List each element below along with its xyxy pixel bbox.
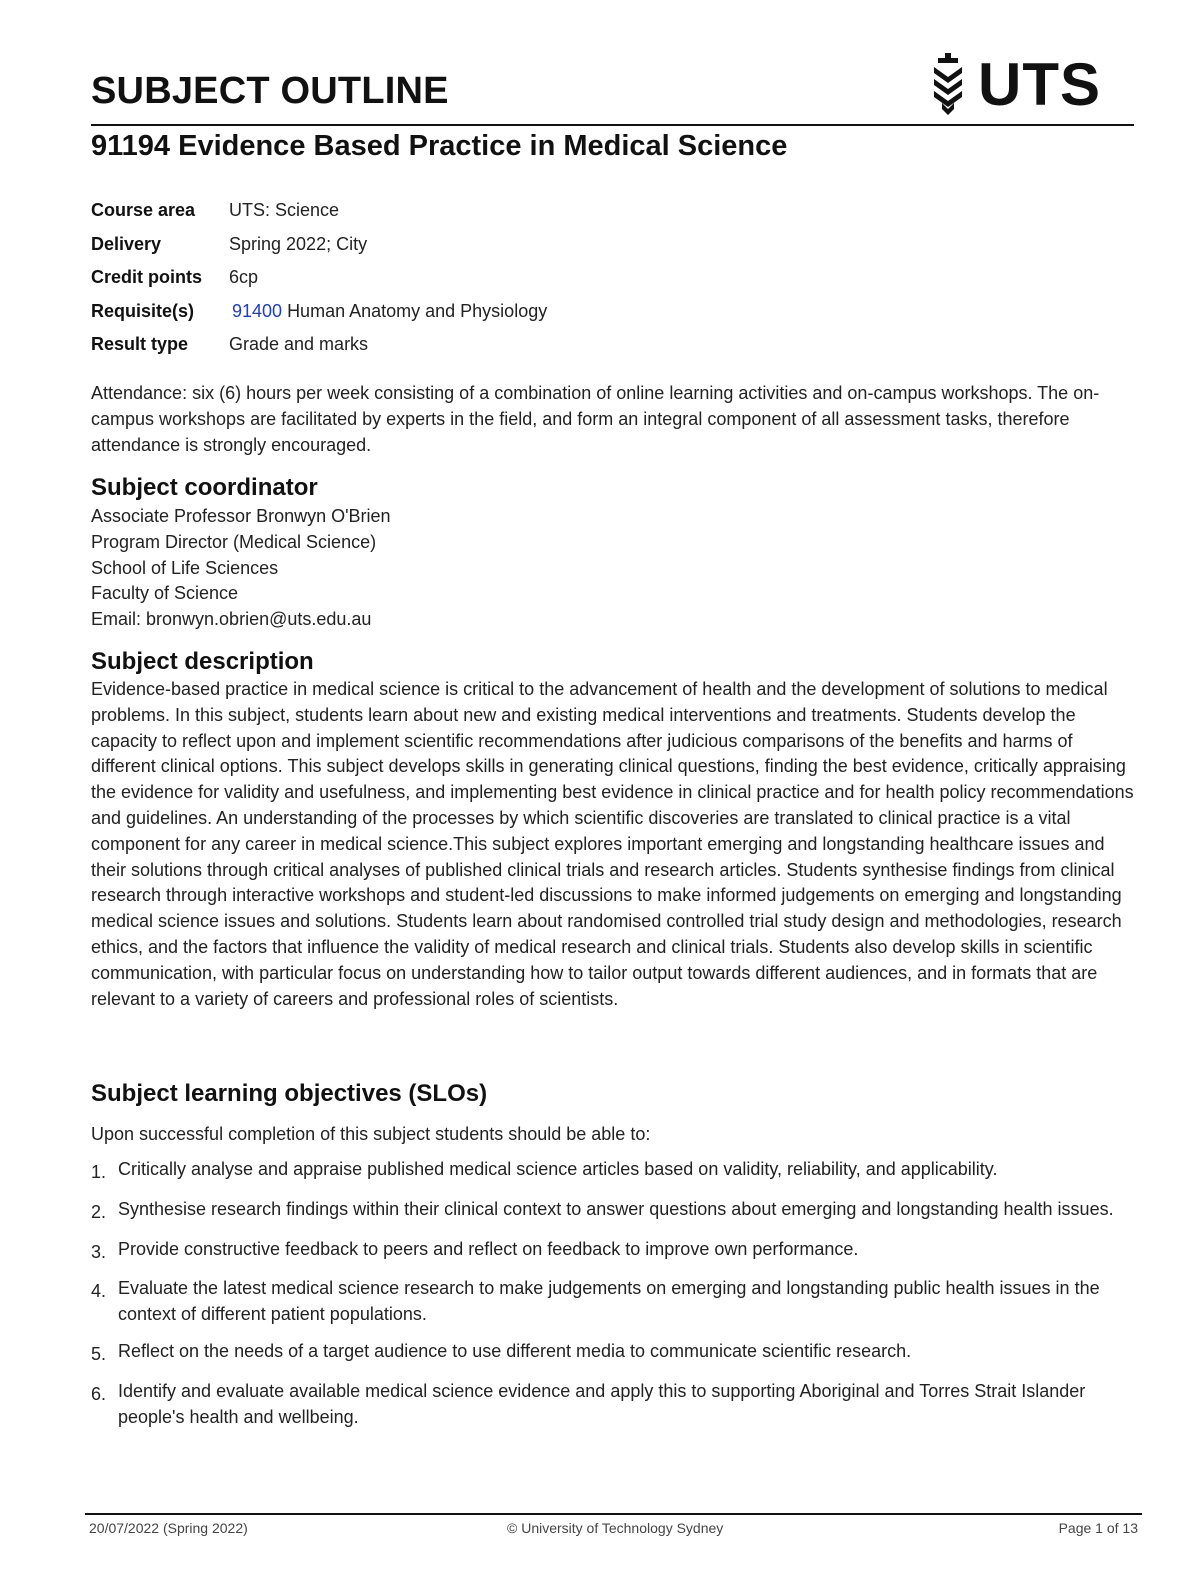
slo-text: Provide constructive feedback to peers and reflect on feedback to improve own performance.: [118, 1238, 859, 1259]
list-item: [91, 1197, 1136, 1226]
meta-value: 6cp: [229, 267, 259, 288]
meta-row-requisites: [91, 295, 547, 329]
meta-value: [229, 301, 547, 322]
footer-divider: [85, 1513, 1142, 1515]
meta-label: Requisite(s): [91, 300, 195, 321]
requisite-link[interactable]: 91400: [232, 300, 283, 321]
list-item: [91, 1379, 1136, 1431]
slo-text: Reflect on the needs of a target audience to use different media to communicate scientific research.: [118, 1340, 912, 1361]
meta-label: Result type: [91, 334, 189, 355]
slo-number: 1.: [91, 1162, 107, 1182]
meta-row-credit-points: [91, 261, 547, 295]
meta-row-delivery: [91, 228, 547, 262]
slo-number: 5.: [91, 1343, 107, 1364]
meta-label: Credit points: [91, 267, 202, 288]
meta-row-course-area: [91, 194, 547, 228]
slo-number: 2.: [91, 1201, 107, 1222]
coordinator-school: School of Life Sciences: [91, 557, 279, 578]
coordinator-faculty: Faculty of Science: [91, 583, 239, 604]
coordinator-heading: Subject coordinator: [91, 474, 318, 501]
slo-text: Critically analyse and appraise published medical science articles based on validity, reliability, and applicability.: [118, 1159, 998, 1179]
requisite-name: Human Anatomy and Physiology: [287, 300, 548, 321]
uts-logo-text: UTS: [978, 51, 1101, 118]
document-type-heading: SUBJECT OUTLINE: [91, 70, 449, 112]
list-item: [91, 1339, 1136, 1368]
slo-text: Evaluate the latest medical science research to make judgements on emerging and longstanding public health issues in the context of different patient populations.: [118, 1278, 1100, 1325]
meta-row-result-type: [91, 328, 547, 362]
page-header: [91, 51, 1134, 126]
slo-text: Identify and evaluate available medical science evidence and apply this to supporting Aboriginal and Torres Strait Islander people's health and wellbeing.: [118, 1380, 1086, 1427]
meta-value: UTS: Science: [229, 200, 340, 221]
slo-number: 6.: [91, 1383, 107, 1404]
slo-list: [91, 1157, 1136, 1441]
meta-value: Grade and marks: [229, 334, 369, 355]
slo-number: 3.: [91, 1241, 107, 1262]
meta-value: Spring 2022; City: [229, 233, 368, 254]
description-paragraph: Evidence-based practice in medical science is critical to the advancement of health and the development of solutions to medical problems. In this subject, students learn about new and existing medical interventions and treatments. Students develop the capacity to reflect upon and implement scientific recommendations after judicious comparisons of the benefits and harms of different clinical options. This subject develops skills in generating clinical questions, finding the best evidence, critically appraising the evidence for validity and usefulness, and implementing best evidence in clinical practice and for health policy recommendations and guidelines. An understanding of the processes by which scientific discoveries are translated to clinical practice is a vital component for any career in medical science.This subject explores important emerging and longstanding healthcare issues and their solutions through critical analyses of published clinical trials and research articles. Students synthesise findings from clinical research through interactive workshops and student-led discussions to make informed judgements on emerging and longstanding medical science issues and solutions. Students learn about randomised controlled trial study design and methodologies, research ethics, and the factors that influence the validity of medical research and clinical trials. Students also develop skills in scientific communication, with particular focus on understanding how to tailor output towards different audiences, and in formats that are relevant to a variety of careers and professional roles of scientists.: [91, 679, 1134, 1009]
subject-title: 91194 Evidence Based Practice in Medical Science: [91, 130, 788, 162]
coordinator-name: Associate Professor Bronwyn O'Brien: [91, 506, 391, 526]
slo-number: 4.: [91, 1281, 107, 1302]
slo-intro: Upon successful completion of this subject students should be able to:: [91, 1124, 651, 1144]
footer-page-number: Page 1 of 13: [1058, 1520, 1138, 1536]
list-item: [91, 1157, 1136, 1186]
list-item: [91, 1276, 1136, 1328]
coordinator-role: Program Director (Medical Science): [91, 531, 377, 552]
header-divider: [91, 124, 1134, 126]
footer-date: 20/07/2022 (Spring 2022): [89, 1520, 248, 1536]
meta-label: Delivery: [91, 233, 162, 254]
subject-meta-table: [91, 194, 547, 362]
slo-heading: Subject learning objectives (SLOs): [91, 1080, 488, 1107]
footer-copyright: © University of Technology Sydney: [507, 1520, 724, 1536]
coordinator-email: Email: bronwyn.obrien@uts.edu.au: [91, 609, 372, 630]
list-item: [91, 1237, 1136, 1266]
uts-logo: [928, 51, 1101, 123]
uts-crest-icon: [928, 53, 968, 117]
coordinator-details: [91, 504, 1136, 633]
attendance-paragraph: Attendance: six (6) hours per week consisting of a combination of online learning activities and on-campus workshops. The on-campus workshops are facilitated by experts in the field, and form an integral component of all assessment tasks, therefore attendance is strongly encouraged.: [91, 383, 1100, 455]
slo-text: Synthesise research findings within their clinical context to answer questions about emerging and longstanding health issues.: [118, 1198, 1114, 1219]
description-heading: Subject description: [91, 648, 314, 675]
meta-label: Course area: [91, 200, 196, 221]
